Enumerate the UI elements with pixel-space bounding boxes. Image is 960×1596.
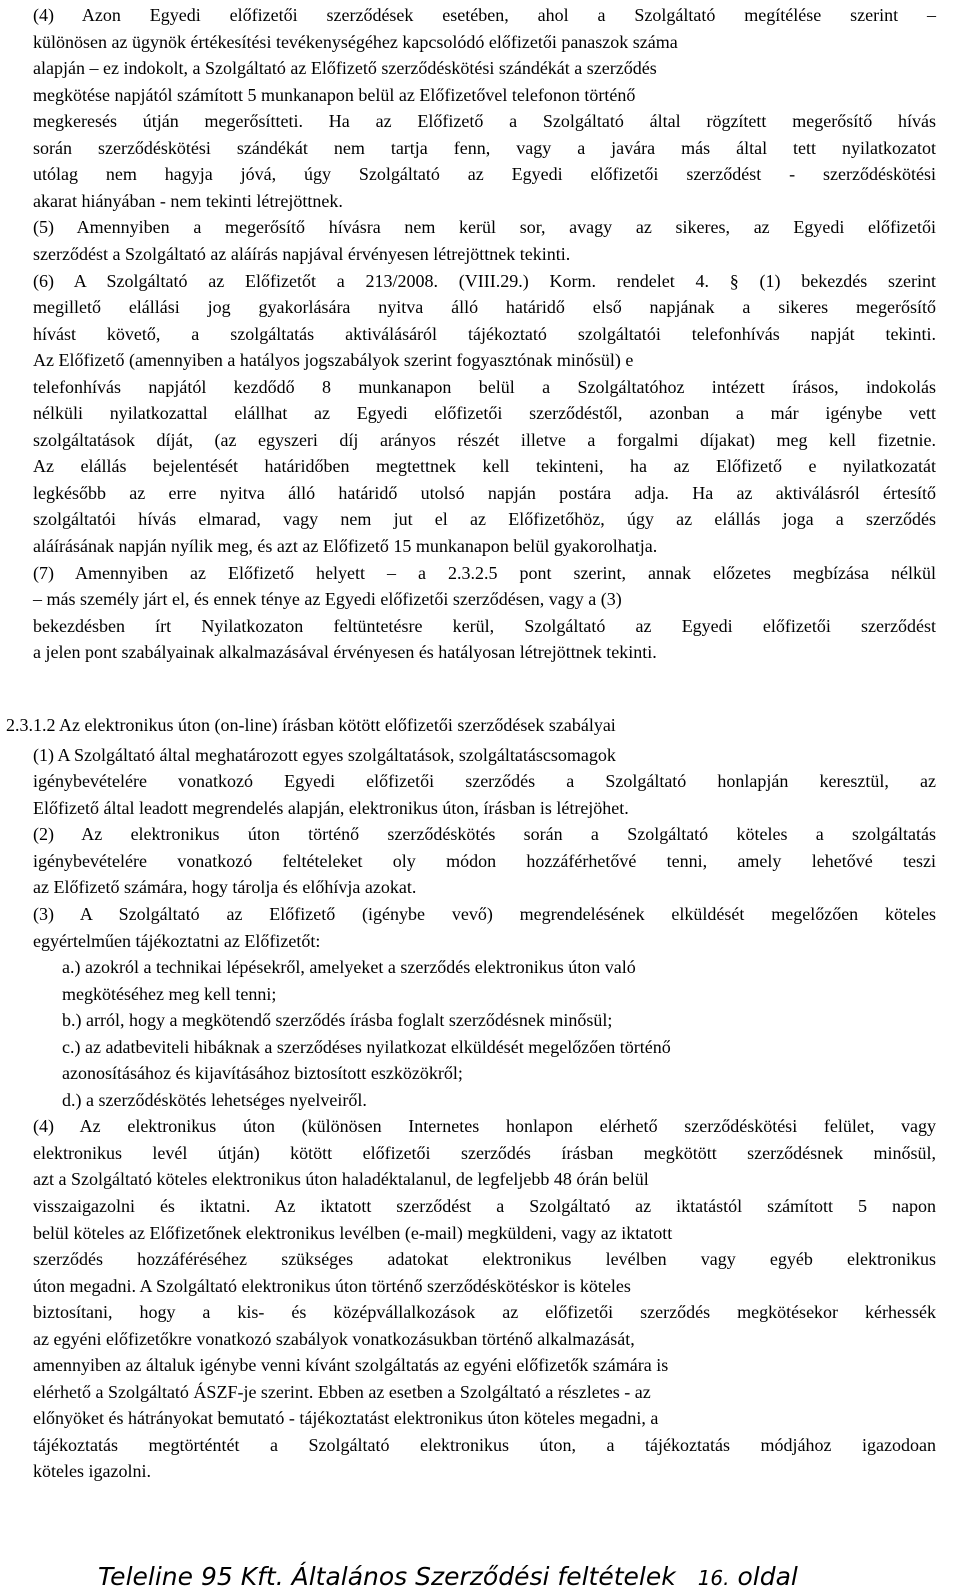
text-line: szerződés hozzáféréséhez szükséges adatokat elektronikus levélben vagy egyéb elektronikus — [33, 1249, 936, 1269]
text-line: az Előfizető számára, hogy tárolja és előhívja azokat. — [33, 877, 417, 897]
text-line: Az Előfizető (amennyiben a hatályos jogszabályok szerint fogyasztónak minősül) e — [33, 350, 634, 370]
text-line: igénybevételére vonatkozó Egyedi előfizetői szerződés a Szolgáltató honlapján keresztül, az — [33, 771, 936, 791]
text-line: (2) Az elektronikus úton történő szerződéskötés során a Szolgáltató köteles a szolgáltatás — [33, 824, 936, 844]
text-line: (6) A Szolgáltató az Előfizetőt a 213/2008. (VIII.29.) Korm. rendelet 4. § (1) bekezdés szerint — [33, 271, 936, 291]
text-line: (1) A Szolgáltató által meghatározott egyes szolgáltatások, szolgáltatáscsomagok — [33, 745, 616, 765]
text-line: elektronikus levél útján) kötött előfizetői szerződés írásban megkötött szerződésnek minősül, — [33, 1143, 936, 1163]
text-line: aláírásának napján nyílik meg, és azt az Előfizető 15 munkanapon belül gyakorolhatja. — [33, 536, 658, 556]
text-line: azonosításához és kijavításához biztosított eszközökről; — [62, 1063, 463, 1083]
text-line: legkésőbb az erre nyitva álló határidő utolsó napján postára adja. Ha az aktiválásról értesítő — [33, 483, 936, 503]
text-line: Előfizető által leadott megrendelés alapján, elektronikus úton, írásban is létrejöhet. — [33, 798, 629, 818]
text-line: (3) A Szolgáltató az Előfizető (igénybe vevő) megrendelésének elküldését megelőzően köteles — [33, 904, 936, 924]
text-line: (5) Amennyiben a megerősítő hívásra nem kerül sor, avagy az sikeres, az Egyedi előfizetői — [33, 217, 936, 237]
section-heading: 2.3.1.2 Az elektronikus úton (on-line) írásban kötött előfizetői szerződések szabályai — [6, 715, 616, 735]
text-line: bekezdésben írt Nyilatkozaton feltüntetésre kerül, Szolgáltató az Egyedi előfizetői szerződést — [33, 616, 936, 636]
text-line: akarat hiányában - nem tekinti létrejöttnek. — [33, 191, 343, 211]
text-line: úton megadni. A Szolgáltató elektronikus úton történő szerződéskötéskor is köteles — [33, 1276, 631, 1296]
text-line: különösen az ügynök értékesítési tevékenységéhez kapcsolódó előfizetői panaszok száma — [33, 32, 678, 52]
text-line: (7) Amennyiben az Előfizető helyett – a 2.3.2.5 pont szerint, annak előzetes megbízása nélkül — [33, 563, 936, 583]
text-line: biztosítani, hogy a kis- és középvállalkozások az előfizetői szerződés megkötésekor kérhessék — [33, 1302, 936, 1322]
text-line: során szerződéskötési szándékát nem tartja fenn, vagy a javára más által tett nyilatkozatot — [33, 138, 936, 158]
text-line: hívást követő, a szolgáltatás aktiválásáról tájékoztató szolgáltatói telefonhívás napját tekinti. — [33, 324, 936, 344]
text-line: igénybevételére vonatkozó feltételeket oly módon hozzáférhetővé tenni, amely lehetővé teszi — [33, 851, 936, 871]
text-line: utólag nem hagyja jóvá, úgy Szolgáltató az Egyedi előfizetői szerződést - szerződéskötési — [33, 164, 936, 184]
text-line: d.) a szerződéskötés lehetséges nyelveiről. — [62, 1090, 367, 1110]
text-line: alapján – ez indokolt, a Szolgáltató az Előfizető szerződéskötési szándékát a szerződés — [33, 58, 657, 78]
text-line: belül köteles az Előfizetőnek elektronikus levélben (e-mail) megküldeni, vagy az iktatott — [33, 1223, 673, 1243]
page-footer — [98, 1562, 798, 1591]
text-line: elérhető a Szolgáltató ÁSZF-je szerint. Ebben az esetben a Szolgáltató a részletes - az — [33, 1382, 651, 1402]
text-line: szolgáltatói hívás elmarad, vagy nem jut el az Előfizetőhöz, úgy az elállás joga a szerződés — [33, 509, 936, 529]
text-line: a jelen pont szabályainak alkalmazásával érvényesen és hatályosan létrejöttnek tekinti. — [33, 642, 657, 662]
text-line: azt a Szolgáltató köteles elektronikus úton haladéktalanul, de legfeljebb 48 órán belül — [33, 1169, 649, 1189]
text-line: megkötéséhez meg kell tenni; — [62, 984, 277, 1004]
text-line: telefonhívás napjától kezdődő 8 munkanapon belül a Szolgáltatóhoz intézett írásos, indokolás — [33, 377, 936, 397]
text-line: megillető elállási jog gyakorlására nyitva álló határidő első napjának a sikeres megerősítő — [33, 297, 936, 317]
text-line: megkeresés útján megerősítteti. Ha az Előfizető a Szolgáltató által rögzített megerősítő hívás — [33, 111, 936, 131]
text-line: előnyöket és hátrányokat bemutató - tájékoztatást elektronikus úton köteles megadni, a — [33, 1408, 659, 1428]
text-line: – más személy járt el, és ennek ténye az Egyedi előfizetői szerződésen, vagy a (3) — [33, 589, 622, 609]
text-line: (4) Azon Egyedi előfizetői szerződések esetében, ahol a Szolgáltató megítélése szerint – — [33, 5, 936, 25]
page-number: 16. — [697, 1566, 730, 1590]
text-line: Az elállás bejelentését határidőben megtettnek kell tekinteni, ha az Előfizető e nyilatkozatát — [33, 456, 936, 476]
text-line: az egyéni előfizetőkre vonatkozó szabályok vonatkozásukban történő alkalmazását, — [33, 1329, 635, 1349]
footer-title: Teleline 95 Kft. Általános Szerződési feltételek — [98, 1562, 676, 1591]
text-line: b.) arról, hogy a megkötendő szerződés írásba foglalt szerződésnek minősül; — [62, 1010, 613, 1030]
text-line: a.) azokról a technikai lépésekről, amelyeket a szerződés elektronikus úton való — [62, 957, 636, 977]
text-line: nélküli nyilatkozattal elállhat az Egyedi előfizetői szerződéstől, azonban a már igénybe vett — [33, 403, 936, 423]
text-line: amennyiben az általuk igénybe venni kívánt szolgáltatás az egyéni előfizetők számára is — [33, 1355, 669, 1375]
text-line: tájékoztatás megtörténtét a Szolgáltató elektronikus úton, a tájékoztatás módjához igazodoan — [33, 1435, 936, 1455]
text-line: szolgáltatások díját, (az egyszeri díj arányos részét illetve a forgalmi díjakat) meg kell fizetnie. — [33, 430, 936, 450]
text-line: (4) Az elektronikus úton (különösen Internetes honlapon elérhető szerződéskötési felület, vagy — [33, 1116, 936, 1136]
text-line: köteles igazolni. — [33, 1461, 151, 1481]
text-line: szerződést a Szolgáltató az aláírás napjával érvényesen létrejöttnek tekinti. — [33, 244, 571, 264]
text-line: c.) az adatbeviteli hibáknak a szerződéses nyilatkozat elküldését megelőzően történő — [62, 1037, 671, 1057]
page-label: oldal — [737, 1562, 798, 1591]
text-line: megkötése napjától számított 5 munkanapon belül az Előfizetővel telefonon történő — [33, 85, 636, 105]
text-line: visszaigazolni és iktatni. Az iktatott szerződést a Szolgáltató az iktatástól számított 5 napon — [33, 1196, 936, 1216]
text-line: egyértelműen tájékoztatni az Előfizetőt: — [33, 931, 321, 951]
